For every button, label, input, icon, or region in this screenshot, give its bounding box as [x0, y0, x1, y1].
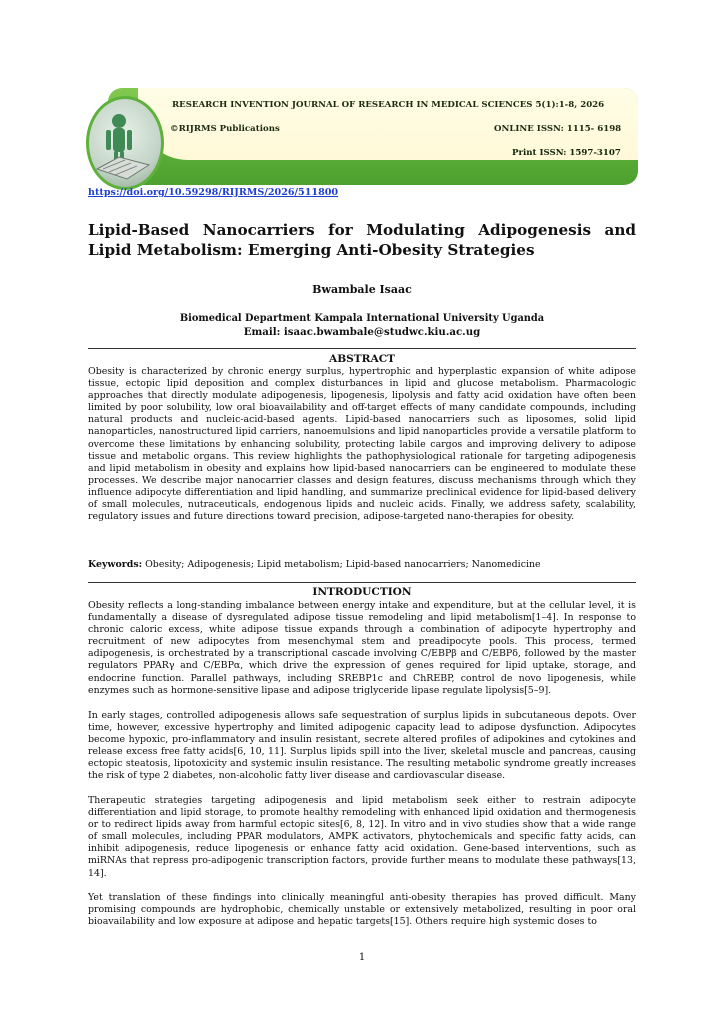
author-affiliation: Biomedical Department Kampala International University Uganda [179, 313, 545, 324]
anatomy-figure-icon [89, 99, 161, 187]
abstract-bottom-rule [88, 582, 636, 583]
author-email[interactable]: Email: isaac.bwambale@studwc.kiu.ac.ug [243, 326, 481, 338]
print-issn: Print ISSN: 1597-3107 [512, 148, 621, 158]
journal-name: RESEARCH INVENTION JOURNAL OF RESEARCH IN MEDICAL SCIENCES 5(1):1-8, 2026 [172, 100, 605, 110]
author-name: Bwambale Isaac [312, 283, 412, 296]
abstract-text: Obesity is characterized by chronic energy surplus, hypertrophic and hyperplastic expansion of white adipose tissue, ectopic lipid deposition and complex disturbances in lipid and glucose metabolism. Pharmacologic approaches that directly modulate adipogenesis, lipogenesis, lipolysis and fatty acid oxidation have often been limited by poor solubility, low oral bioavailability and off-target effects of many candidate compounds, including natural products and nucleic-acid-based agents. Lipid-based nanocarriers such as liposomes, solid lipid nanoparticles, nanostructured lipid carriers, nanoemulsions and lipid nanoparticles provide a versatile platform to overcome these limitations by enhancing solubility, protecting labile cargos and improving delivery to adipose tissue and metabolic organs. This review highlights the pathophysiological rationale for targeting adipogenesis and lipid metabolism in obesity and explains how lipid-based nanocarriers can be engineered to modulate these processes. We describe major nanocarrier classes and design features, discuss mechanisms through which they influence adipocyte differentiation and lipid handling, and summarize preclinical evidence for lipid-based delivery of small molecules, nutraceuticals, endogenous lipids and nucleic acids. Finally, we address safety, scalability, regulatory issues and future directions toward precision, adipose-targeted nano-therapies for obesity. [88, 366, 636, 523]
keywords-list: Obesity; Adipogenesis; Lipid metabolism; Lipid-based nanocarriers; Nanomedicine [142, 559, 541, 570]
doi-link[interactable]: https://doi.org/10.59298/RIJRMS/2026/511800 [88, 187, 339, 198]
page-number: 1 [358, 952, 366, 963]
intro-paragraph-1: Obesity reflects a long-standing imbalance between energy intake and expenditure, but at the cellular level, it is fundamentally a disease of dysregulated adipose tissue remodeling and lipid metabolism[1–4]. In response to chronic caloric excess, white adipose tissue expands through a combination of adipocyte hypertrophy and recruitment of new adipocytes from mesenchymal stem and preadipocyte pools. This process, termed adipogenesis, is orchestrated by a transcriptional cascade involving C/EBPβ and C/EBPδ, followed by the master regulators PPARγ and C/EBPα, which drive the expression of genes required for lipid uptake, storage, and endocrine function. Parallel pathways, including SREBP1c and ChREBP, control de novo lipogenesis, while enzymes such as hormone-sensitive lipase and adipose triglyceride lipase regulate lipolysis[5–9]. [88, 600, 636, 696]
keywords-line [88, 559, 636, 571]
journal-header-banner [108, 88, 638, 185]
abstract-heading: ABSTRACT [328, 353, 396, 365]
journal-logo [86, 96, 164, 190]
publisher-label: ©RIJRMS Publications [170, 124, 280, 134]
intro-paragraph-2: In early stages, controlled adipogenesis allows safe sequestration of surplus lipids in subcutaneous depots. Over time, however, excessive hypertrophy and limited adipogenic capacity lead to adipose dysfunction. Adipocytes become hypoxic, pro-inflammatory and insulin resistant, secrete altered profiles of adipokines and cytokines and release excess free fatty acids[6, 10, 11]. Surplus lipids spill into the liver, skeletal muscle and pancreas, causing ectopic steatosis, lipotoxicity and systemic insulin resistance. The resulting metabolic syndrome greatly increases the risk of type 2 diabetes, non-alcoholic fatty liver disease and cardiovascular disease. [88, 710, 636, 782]
abstract-top-rule [88, 348, 636, 349]
article-title: Lipid-Based Nanocarriers for Modulating Adipogenesis and Lipid Metabolism: Emerging Anti-Obesity Strategies [88, 221, 636, 259]
online-issn: ONLINE ISSN: 1115- 6198 [494, 124, 622, 134]
introduction-heading: INTRODUCTION [312, 586, 412, 598]
keywords-label: Keywords: [88, 559, 143, 570]
intro-paragraph-3: Therapeutic strategies targeting adipogenesis and lipid metabolism seek either to restrain adipocyte differentiation and lipid storage, to promote healthy remodeling with enhanced lipid oxidation and thermogenesis or to redirect lipids away from harmful ectopic sites[6, 8, 12]. In vitro and in vivo studies show that a wide range of small molecules, including PPAR modulators, AMPK activators, phytochemicals and specific fatty acids, can inhibit adipogenesis, reduce lipogenesis or enhance fatty acid oxidation. Gene-based interventions, such as miRNAs that repress pro-adipogenic transcription factors, provide further means to modulate these pathways[13, 14]. [88, 795, 636, 879]
intro-paragraph-4: Yet translation of these findings into clinically meaningful anti-obesity therapies has proved difficult. Many promising compounds are hydrophobic, chemically unstable or extensively metabolized, resulting in poor oral bioavailability and low exposure at adipose and hepatic targets[15]. Others require high systemic doses to [88, 892, 636, 928]
